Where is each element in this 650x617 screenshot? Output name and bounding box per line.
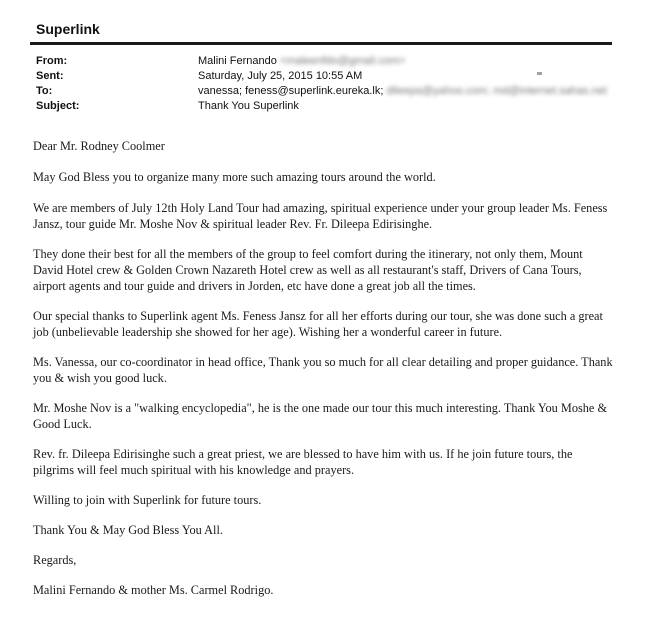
signature: Malini Fernando & mother Ms. Carmel Rodrigo. [33, 583, 274, 597]
body-paragraph: Rev. fr. Dileepa Edirisinghe such a great priest, we are blessed to have him with us. If he join future tours, the pilgrims will feel much spiritual with his knowledge and prayers. [33, 447, 573, 477]
body-paragraph: We are members of July 12th Holy Land Tour had amazing, spiritual experience under your group leader Ms. Feness Jansz, tour guide Mr. Moshe Nov & spiritual leader Rev. Fr. Dileepa Edirisinghe. [33, 201, 608, 231]
body-paragraph: Thank You & May God Bless You All. [33, 523, 223, 537]
header-to-value [198, 84, 607, 99]
body-paragraph: Ms. Vanessa, our co-coordinator in head office, Thank you so much for all clear detailing and proper guidance. Thank you & wish you good luck. [33, 355, 613, 385]
redacted-sender-email: <maleenfdo@gmail.com> [279, 55, 406, 67]
header-to-label: To: [36, 85, 53, 97]
sender-name: Malini Fernando [198, 55, 277, 67]
header-from-value [198, 54, 405, 69]
body-paragraph: May God Bless you to organize many more such amazing tours around the world. [33, 170, 436, 184]
salutation: Dear Mr. Rodney Coolmer [33, 139, 165, 153]
body-paragraph: They done their best for all the members of the group to feel comfort during the itinerary, not only them, Mount David Hotel crew & Golden Crown Nazareth Hotel crew as well as all restaurant's staff, Drivers of Cana Tours, airport agents and tour guide and drivers in Jorden, etc have done a great job all the times. [33, 247, 583, 293]
closing: Regards, [33, 553, 77, 567]
body-paragraph: Mr. Moshe Nov is a "walking encyclopedia", he is the one made our tour this much interesting. Thank You Moshe & Good Luck. [33, 401, 608, 431]
recipients: vanessa; feness@superlink.eureka.lk; [198, 85, 384, 97]
header-from-label: From: [36, 55, 68, 67]
header-subject-label: Subject: [36, 100, 80, 112]
header-subject-value: Thank You Superlink [198, 100, 299, 112]
body-paragraph: Our special thanks to Superlink agent Ms. Feness Jansz for all her efforts during our tour, she was done such a great job (unbelievable leadership she showed for her age). Wishing her a wonderful career in future. [33, 309, 603, 339]
header-sent-value: Saturday, July 25, 2015 10:55 AM [198, 70, 363, 82]
body-paragraph: Willing to join with Superlink for future tours. [33, 493, 262, 507]
company-title: Superlink [36, 21, 100, 37]
email-body [33, 138, 613, 598]
redacted-recipients: dileepa@yahoo.com; md@internet.sahas.net [386, 85, 607, 97]
header-sent-label: Sent: [36, 70, 64, 82]
scan-speck [537, 72, 542, 75]
header-rule [30, 42, 612, 45]
